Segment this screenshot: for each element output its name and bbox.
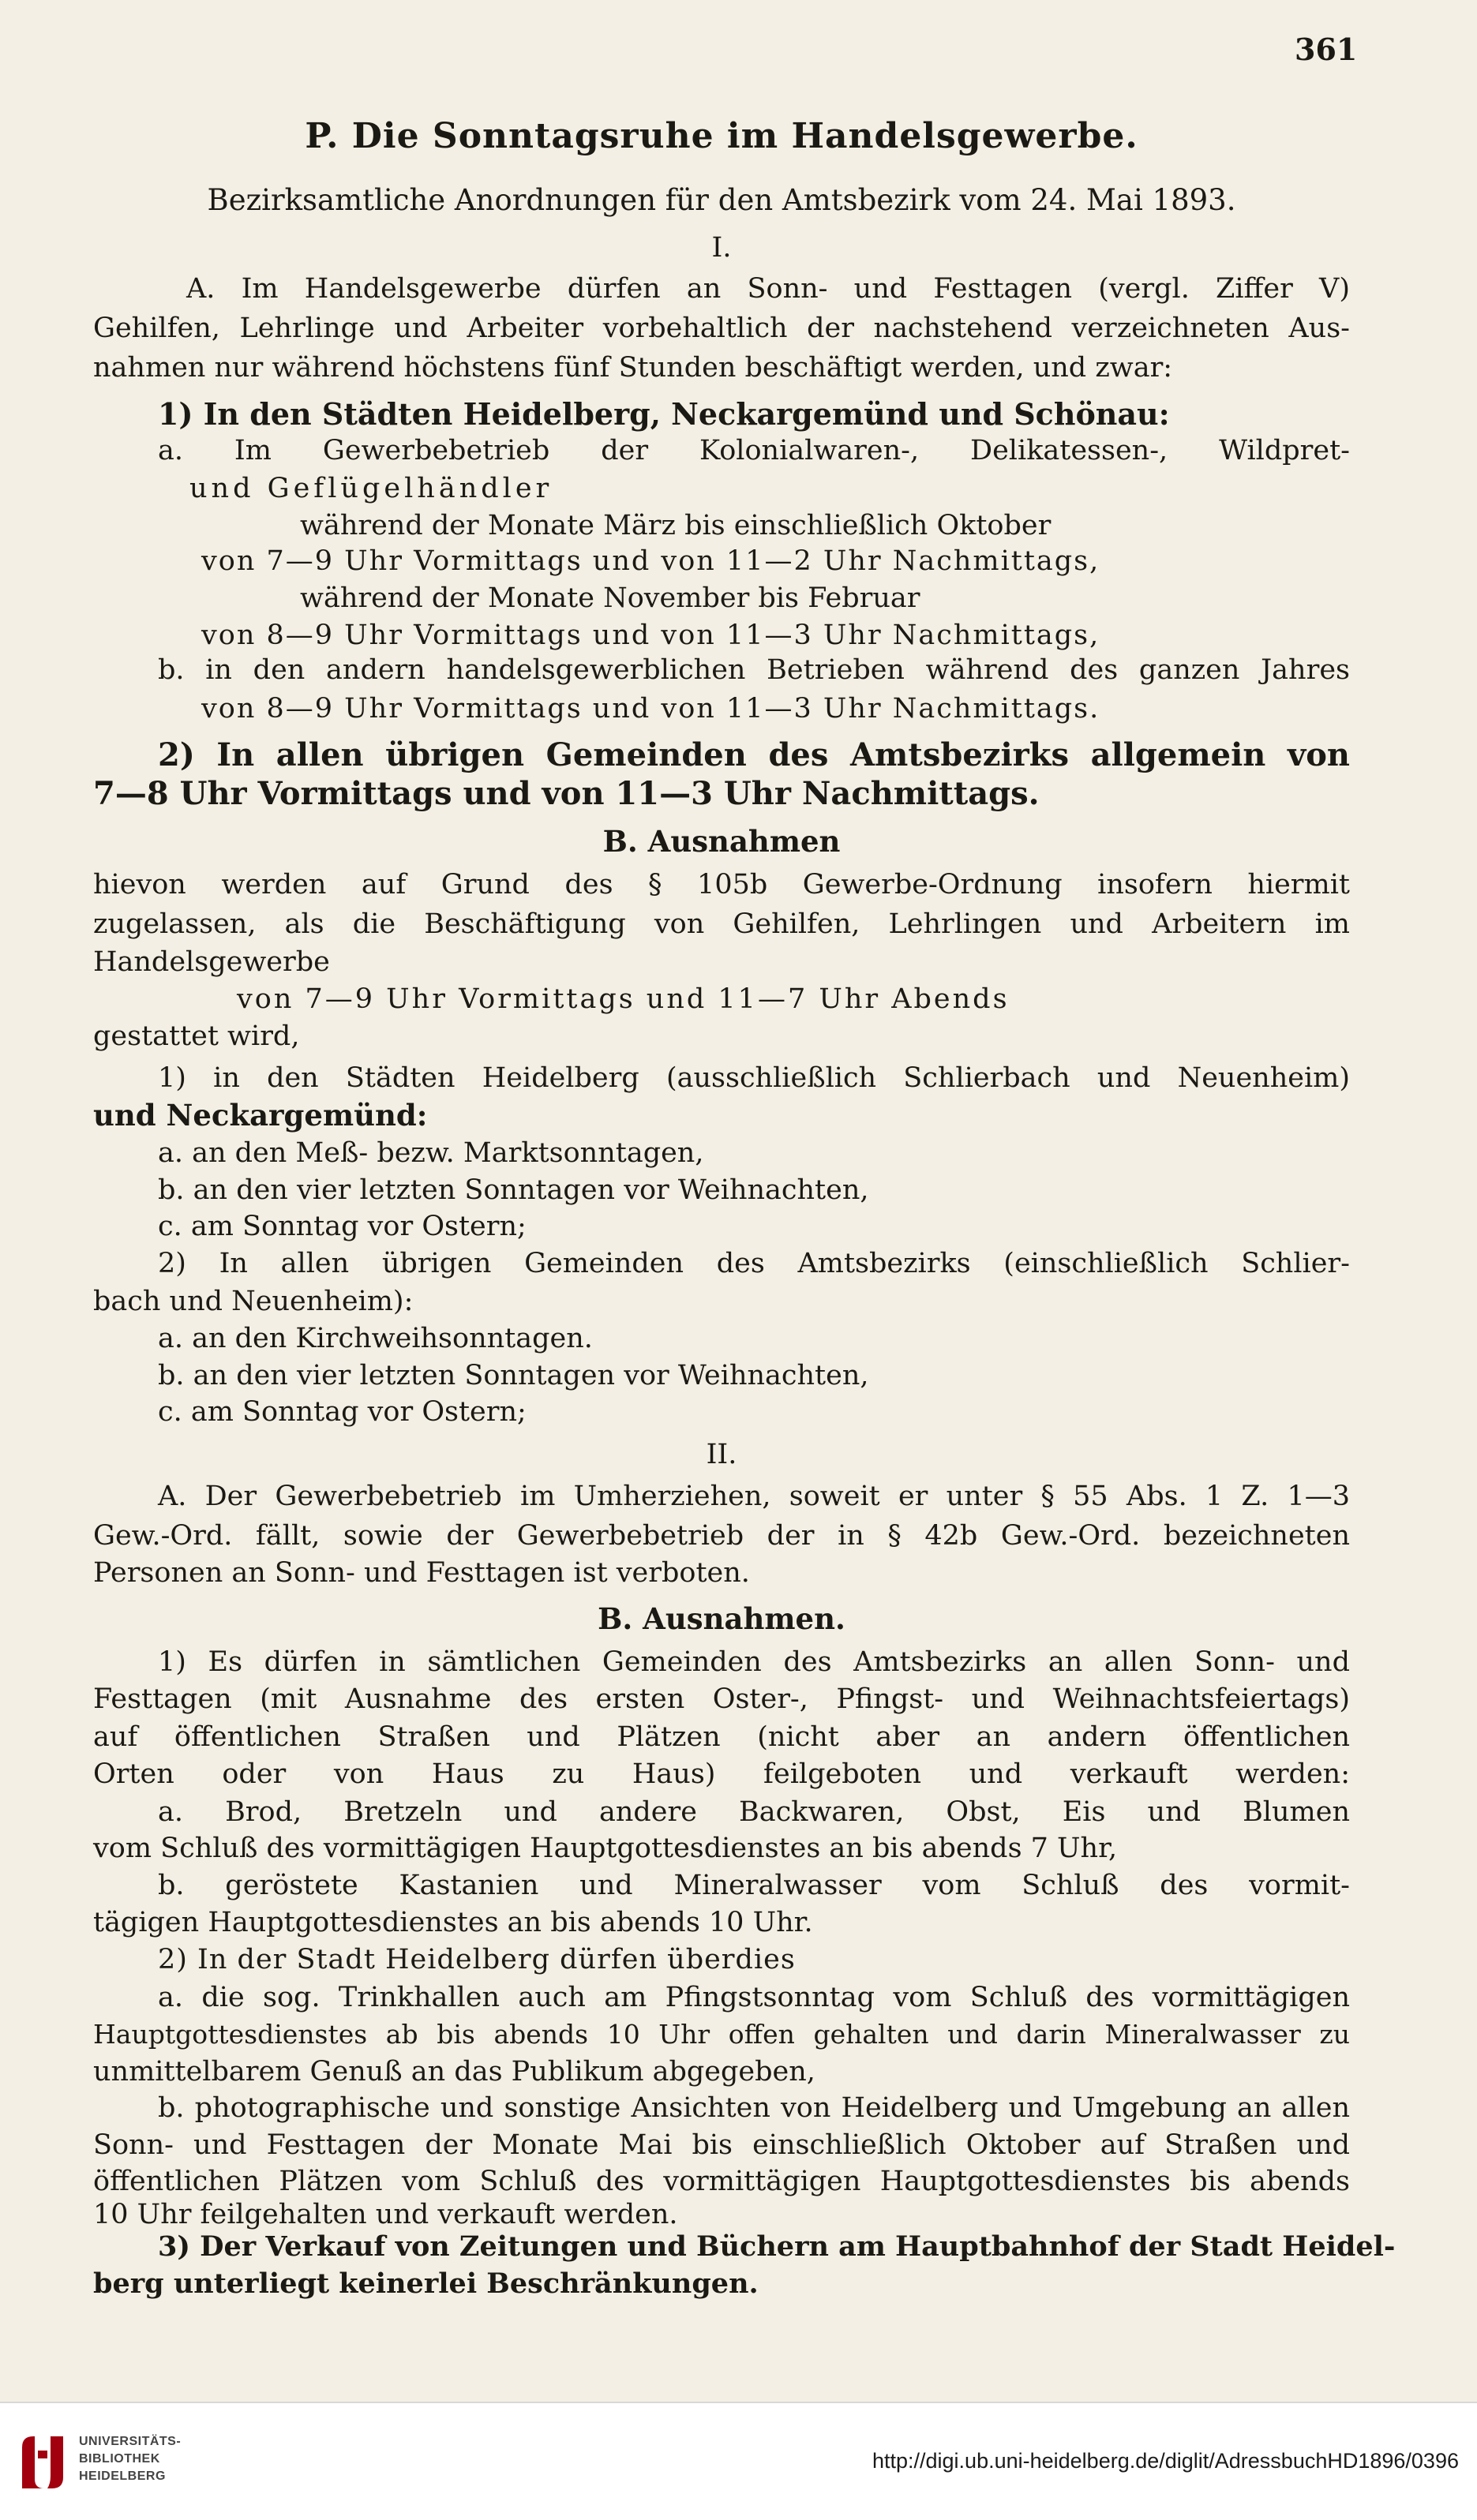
list-item: b. an den vier letzten Sonntagen vor Weihnachten,: [158, 1174, 869, 1206]
section-heading-I: I.: [711, 232, 732, 264]
list-item: b. geröstete Kastanien und Mineralwasser vom Schluß des vormit-: [158, 1870, 1350, 1901]
paragraph-line: auf öffentlichen Straßen und Plätzen (nicht aber an andern öffentlichen: [93, 1721, 1350, 1753]
paragraph-line: hievon werden auf Grund des § 105b Gewerbe-Ordnung insofern hiermit: [93, 869, 1350, 901]
list-item: b. photographische und sonstige Ansichten von Heidelberg und Umgebung an allen: [158, 2092, 1350, 2124]
paragraph-line: Personen an Sonn- und Festtagen ist verboten.: [93, 1557, 750, 1589]
page-number: 361: [1295, 32, 1358, 67]
logo-text-line: BIBLIOTHEK: [79, 2452, 160, 2466]
list-item: a. die sog. Trinkhallen auch am Pfingstsonntag vom Schluß des vormittägigen: [158, 1982, 1350, 2013]
paragraph-line: Orten oder von Haus zu Haus) feilgeboten und verkauft werden:: [93, 1758, 1350, 1790]
section-heading-II: II.: [706, 1439, 737, 1470]
list-item: a. an den Meß- bezw. Marktsonntagen,: [158, 1137, 704, 1169]
period-line: während der Monate März bis einschließlich Oktober: [300, 510, 1052, 541]
list-item-continuation: 10 Uhr feilgehalten und verkauft werden.: [93, 2199, 678, 2230]
list-item: a. Im Gewerbebetrieb der Kolonialwaren-, Delikatessen-, Wildpret-: [158, 435, 1350, 466]
paragraph-line: berg unterliegt keinerlei Beschränkungen.: [93, 2267, 759, 2300]
paragraph-line: A. Der Gewerbebetrieb im Umherziehen, soweit er unter § 55 Abs. 1 Z. 1—3: [158, 1481, 1350, 1512]
section-heading-B: B. Ausnahmen.: [598, 1601, 845, 1636]
section-heading-B: B. Ausnahmen: [602, 824, 841, 859]
paragraph-line: gestattet wird,: [93, 1020, 300, 1052]
paragraph-line: Gew.-Ord. fällt, sowie der Gewerbebetrieb der in § 42b Gew.-Ord. bezeichneten: [93, 1520, 1350, 1552]
paragraph-line: 3) Der Verkauf von Zeitungen und Büchern am Hauptbahnhof der Stadt Heidel-: [158, 2230, 1396, 2263]
subsection-heading: 2) In allen übrigen Gemeinden des Amtsbezirks allgemein von: [158, 736, 1350, 773]
list-item-continuation: Hauptgottesdienstes ab bis abends 10 Uhr offen gehalten und darin Mineralwasser zu: [93, 2019, 1350, 2050]
subsection-heading: 1) in den Städten Heidelberg (ausschließlich Schlierbach und Neuenheim): [158, 1062, 1350, 1094]
paragraph-line: Handelsgewerbe: [93, 946, 330, 978]
logo-text-line: HEIDELBERG: [79, 2469, 166, 2483]
university-logo-icon: [17, 2433, 68, 2492]
list-item-continuation: vom Schluß des vormittägigen Hauptgottesdienstes an bis abends 7 Uhr,: [93, 1833, 1118, 1864]
time-line: von 8—9 Uhr Vormittags und von 11—3 Uhr Nachmittags,: [201, 620, 1100, 651]
paragraph-line: 1) Es dürfen in sämtlichen Gemeinden des Amtsbezirks an allen Sonn- und: [158, 1646, 1350, 1678]
list-item: b. an den vier letzten Sonntagen vor Weihnachten,: [158, 1360, 869, 1391]
paragraph-line: nahmen nur während höchstens fünf Stunden beschäftigt werden, und zwar:: [93, 352, 1173, 384]
period-line: während der Monate November bis Februar: [300, 582, 920, 614]
list-item: c. am Sonntag vor Ostern;: [158, 1211, 527, 1242]
time-line: von 7—9 Uhr Vormittags und 11—7 Uhr Abends: [237, 983, 1010, 1015]
footer-bar: [0, 2402, 1477, 2520]
paragraph-line: Festtagen (mit Ausnahme des ersten Oster-, Pfingst- und Weihnachtsfeiertags): [93, 1683, 1350, 1715]
list-item-continuation: unmittelbarem Genuß an das Publikum abgegeben,: [93, 2056, 815, 2088]
list-item-continuation: öffentlichen Plätzen vom Schluß des vormittägigen Hauptgottesdienstes bis abends: [93, 2166, 1350, 2197]
list-item: a. Brod, Bretzeln und andere Backwaren, Obst, Eis und Blumen: [158, 1796, 1350, 1828]
paragraph-line: zugelassen, als die Beschäftigung von Gehilfen, Lehrlingen und Arbeitern im: [93, 908, 1350, 940]
time-line: von 7—9 Uhr Vormittags und von 11—2 Uhr Nachmittags,: [201, 545, 1100, 577]
paragraph-line: A. Im Handelsgewerbe dürfen an Sonn- und Festtagen (vergl. Ziffer V): [186, 273, 1350, 305]
list-item-continuation: und Geflügelhändler: [189, 473, 553, 504]
subsection-heading-continuation: und Neckargemünd:: [93, 1098, 428, 1133]
subsection-heading: 2) In allen übrigen Gemeinden des Amtsbezirks (einschließlich Schlier-: [158, 1248, 1350, 1279]
subsection-heading-continuation: bach und Neuenheim):: [93, 1286, 414, 1317]
list-item-continuation: tägigen Hauptgottesdienstes an bis abends 10 Uhr.: [93, 1907, 813, 1938]
subsection-heading: 1) In den Städten Heidelberg, Neckargemünd und Schönau:: [158, 396, 1170, 432]
list-item-continuation: Sonn- und Festtagen der Monate Mai bis einschließlich Oktober auf Straßen und: [93, 2129, 1350, 2161]
list-item: a. an den Kirchweihsonntagen.: [158, 1323, 593, 1354]
page-title: P. Die Sonntagsruhe im Handelsgewerbe.: [305, 116, 1138, 156]
paragraph-line: Gehilfen, Lehrlinge und Arbeiter vorbehaltlich der nachstehend verzeichneten Aus-: [93, 313, 1350, 344]
list-item: b. in den andern handelsgewerblichen Betrieben während des ganzen Jahres: [158, 654, 1350, 686]
subsection-heading-continuation: 7—8 Uhr Vormittags und von 11—3 Uhr Nachmittags.: [93, 775, 1040, 812]
source-url-link[interactable]: http://digi.ub.uni-heidelberg.de/diglit/AdressbuchHD1896/0396: [872, 2449, 1459, 2473]
list-item: c. am Sonntag vor Ostern;: [158, 1396, 527, 1428]
subtitle: Bezirksamtliche Anordnungen für den Amtsbezirk vom 24. Mai 1893.: [207, 183, 1236, 217]
time-line: von 8—9 Uhr Vormittags und von 11—3 Uhr Nachmittags.: [201, 693, 1100, 725]
logo-text-line: UNIVERSITÄTS-: [79, 2435, 182, 2448]
paragraph-line: 2) In der Stadt Heidelberg dürfen überdies: [158, 1944, 796, 1975]
